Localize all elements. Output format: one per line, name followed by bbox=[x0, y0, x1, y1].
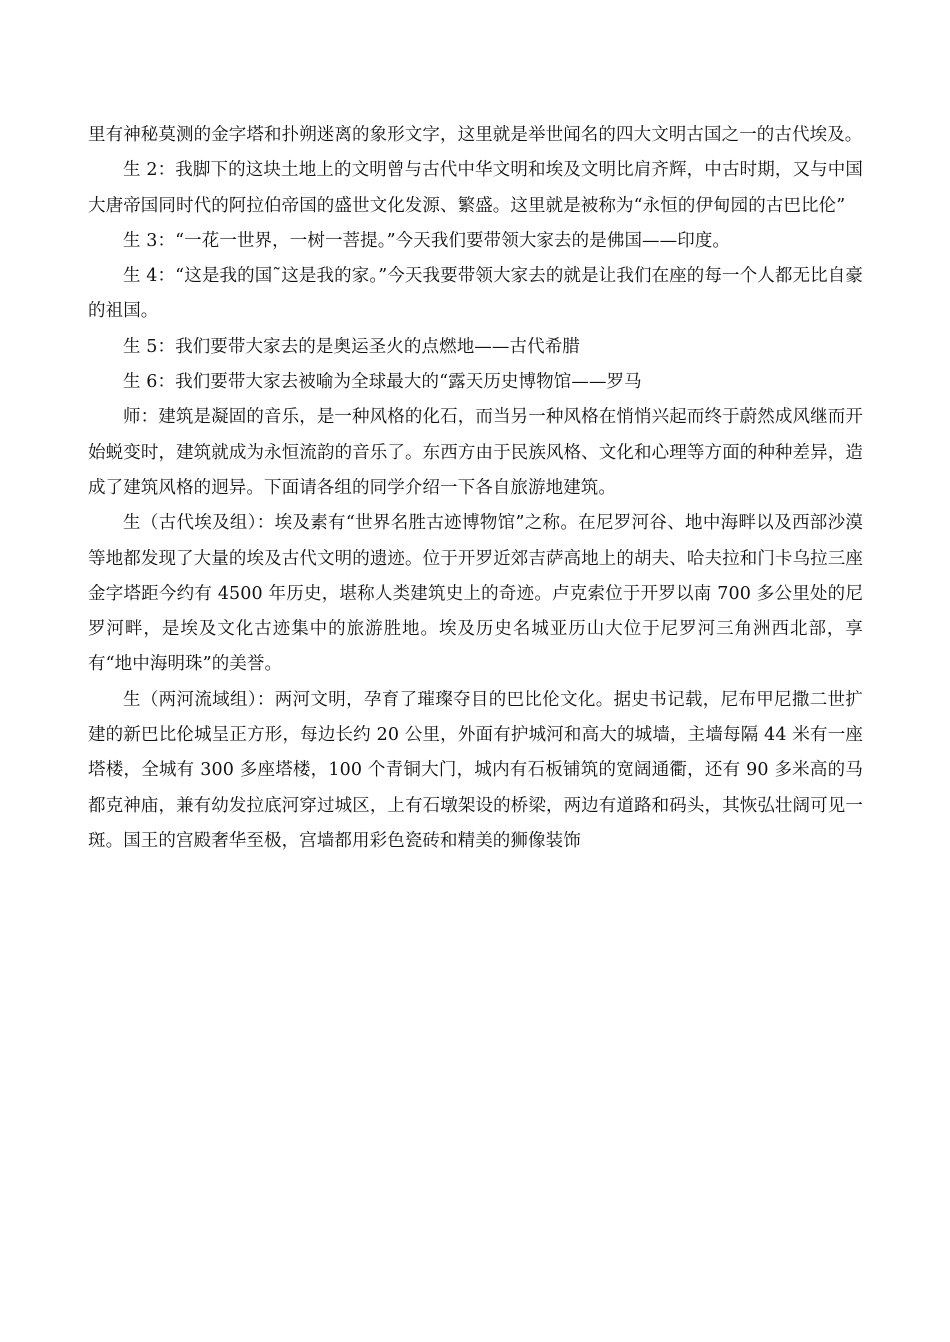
paragraph-1: 里有神秘莫测的金字塔和扑朔迷离的象形文字，这里就是举世闻名的四大文明古国之一的古代埃及。 bbox=[88, 125, 863, 145]
paragraph-6: 生 6：我们要带大家去被喻为全球最大的“露天历史博物馆——罗马 bbox=[123, 372, 642, 393]
document-body bbox=[88, 118, 863, 859]
paragraph-7: 师：建筑是凝固的音乐，是一种风格的化石，而当另一种风格在悄悄兴起而终于蔚然成风继而开始蜕变时，建筑就成为永恒流韵的音乐了。东西方由于民族风格、文化和心理等方面的种种差异，造成了建筑风格的迥异。下面请各组的同学介绍一下各自旅游地建筑。 bbox=[88, 407, 863, 498]
paragraph-5: 生 5：我们要带大家去的是奥运圣火的点燃地——古代希腊 bbox=[123, 336, 580, 357]
paragraph-2: 生 2：我脚下的这块土地上的文明曾与古代中华文明和埃及文明比肩齐辉，中古时期，又与中国大唐帝国同时代的阿拉伯帝国的盛世文化发源、繁盛。这里就是被称为“永恒的伊甸园的古巴比伦” bbox=[88, 160, 863, 216]
paragraph-4: 生 4：“这是我的国˜这是我的家。”今天我要带领大家去的就是让我们在座的每一个人都无比自豪的祖国。 bbox=[88, 266, 863, 322]
paragraph-3: 生 3：“一花一世界，一树一菩提。”今天我们要带领大家去的是佛国——印度。 bbox=[123, 230, 731, 251]
paragraph-9: 生（两河流域组）：两河文明，孕育了璀璨夺目的巴比伦文化。据史书记载，尼布甲尼撒二世扩建的新巴比伦城呈正方形，每边长约 20 公里，外面有护城河和高大的城墙，主墙每隔 44 米有一座塔楼，全城有 300 多座塔楼，100 个青铜大门，城内有石板铺筑的宽阔通衢，还有 90 多米高的马都克神庙，兼有幼发拉底河穿过城区，上有石墩架设的桥梁，两边有道路和码头，其恢弘壮阔可见一斑。国王的宫殿奢华至极，宫墙都用彩色瓷砖和精美的狮像装饰 bbox=[88, 689, 863, 851]
paragraph-8: 生（古代埃及组）：埃及素有“世界名胜古迹博物馆”之称。在尼罗河谷、地中海畔以及西部沙漠等地都发现了大量的埃及古代文明的遗迹。位于开罗近郊吉萨高地上的胡夫、哈夫拉和门卡乌拉三座金字塔距今约有 4500 年历史，堪称人类建筑史上的奇迹。卢克索位于开罗以南 700 多公里处的尼罗河畔，是埃及文化古迹集中的旅游胜地。埃及历史名城亚历山大位于尼罗河三角洲西北部，享有“地中海明珠”的美誉。 bbox=[88, 513, 863, 675]
